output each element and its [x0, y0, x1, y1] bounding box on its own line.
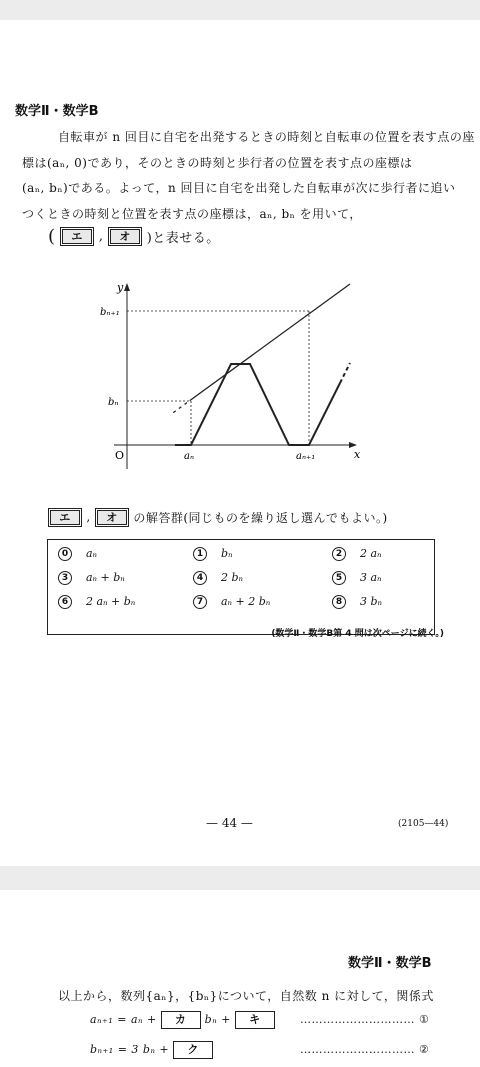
paragraph-line-1: 自転車が n 回目に自宅を出発するときの時刻と自転車の位置を表す点の座 [58, 130, 475, 144]
equation-2-number: ………………………… ② [300, 1043, 430, 1056]
equation-2: bₙ₊₁ = 3 bₙ + ク [90, 1041, 213, 1059]
equation-1: aₙ₊₁ = aₙ + カ bₙ + キ [90, 1011, 275, 1029]
option-1[interactable]: 1 bₙ [193, 547, 233, 561]
origin-label: O [115, 449, 125, 462]
an-label: aₙ [184, 451, 195, 462]
option-5[interactable]: 5 3 aₙ [332, 571, 382, 585]
answer-box-ki[interactable]: キ [235, 1011, 275, 1029]
answer-box-ka[interactable]: カ [161, 1011, 201, 1029]
y-axis-label: y [117, 281, 124, 294]
choice-group-heading: エ , オ の解答群(同じものを繰り返し選んでもよい。) [48, 508, 388, 527]
intro-line: 以上から，数列{aₙ}，{bₙ}について，自然数 n に対して，関係式 [58, 989, 434, 1003]
page-44 [0, 20, 480, 866]
y-axis-arrow [124, 283, 130, 291]
continue-note: (数学Ⅱ・数学B第 4 問は次ページに続く。) [271, 629, 444, 639]
option-8[interactable]: 8 3 bₙ [332, 595, 382, 609]
option-3[interactable]: 3 aₙ + bₙ [58, 571, 125, 585]
answer-box-ku[interactable]: ク [173, 1041, 213, 1059]
walker-line [170, 284, 350, 415]
answer-box-e[interactable]: エ [60, 227, 94, 246]
paragraph-line-3: (aₙ, bₙ)である。よって，n 回目に自宅を出発した自転車が次に歩行者に追い [22, 181, 456, 195]
section-heading: 数学Ⅱ・数学B [15, 104, 99, 119]
choice-list [47, 539, 435, 635]
answer-box-o[interactable]: オ [108, 227, 142, 246]
option-4[interactable]: 4 2 bₙ [193, 571, 243, 585]
an1-label: aₙ₊₁ [296, 451, 316, 462]
option-6[interactable]: 6 2 aₙ + bₙ [58, 595, 135, 609]
page-45 [0, 890, 480, 1067]
answer-expression: ( エ , オ )と表せる。 [48, 226, 220, 247]
equation-1-number: ………………………… ① [300, 1013, 430, 1026]
bicycle-path [175, 364, 340, 445]
paragraph-line-4: つくときの時刻と位置を表す点の座標は，aₙ, bₙ を用いて， [22, 207, 362, 221]
paragraph-line-2: 標は(aₙ, 0)であり，そのときの時刻と歩行者の位置を表す点の座標は [22, 156, 413, 170]
page-number: — 44 — [206, 816, 253, 830]
section-heading-2: 数学Ⅱ・数学B [348, 956, 432, 971]
page-code: (2105—44) [398, 819, 449, 829]
graph [0, 275, 480, 475]
x-axis-label: x [354, 448, 361, 461]
answer-box-e-ref: エ [48, 508, 82, 527]
bicycle-dashed [340, 363, 350, 383]
option-2[interactable]: 2 2 aₙ [332, 547, 382, 561]
option-7[interactable]: 7 aₙ + 2 bₙ [193, 595, 270, 609]
bn-label: bₙ [108, 397, 119, 408]
bn1-label: bₙ₊₁ [100, 307, 120, 318]
option-0[interactable]: 0 aₙ [58, 547, 97, 561]
answer-box-o-ref: オ [95, 508, 129, 527]
